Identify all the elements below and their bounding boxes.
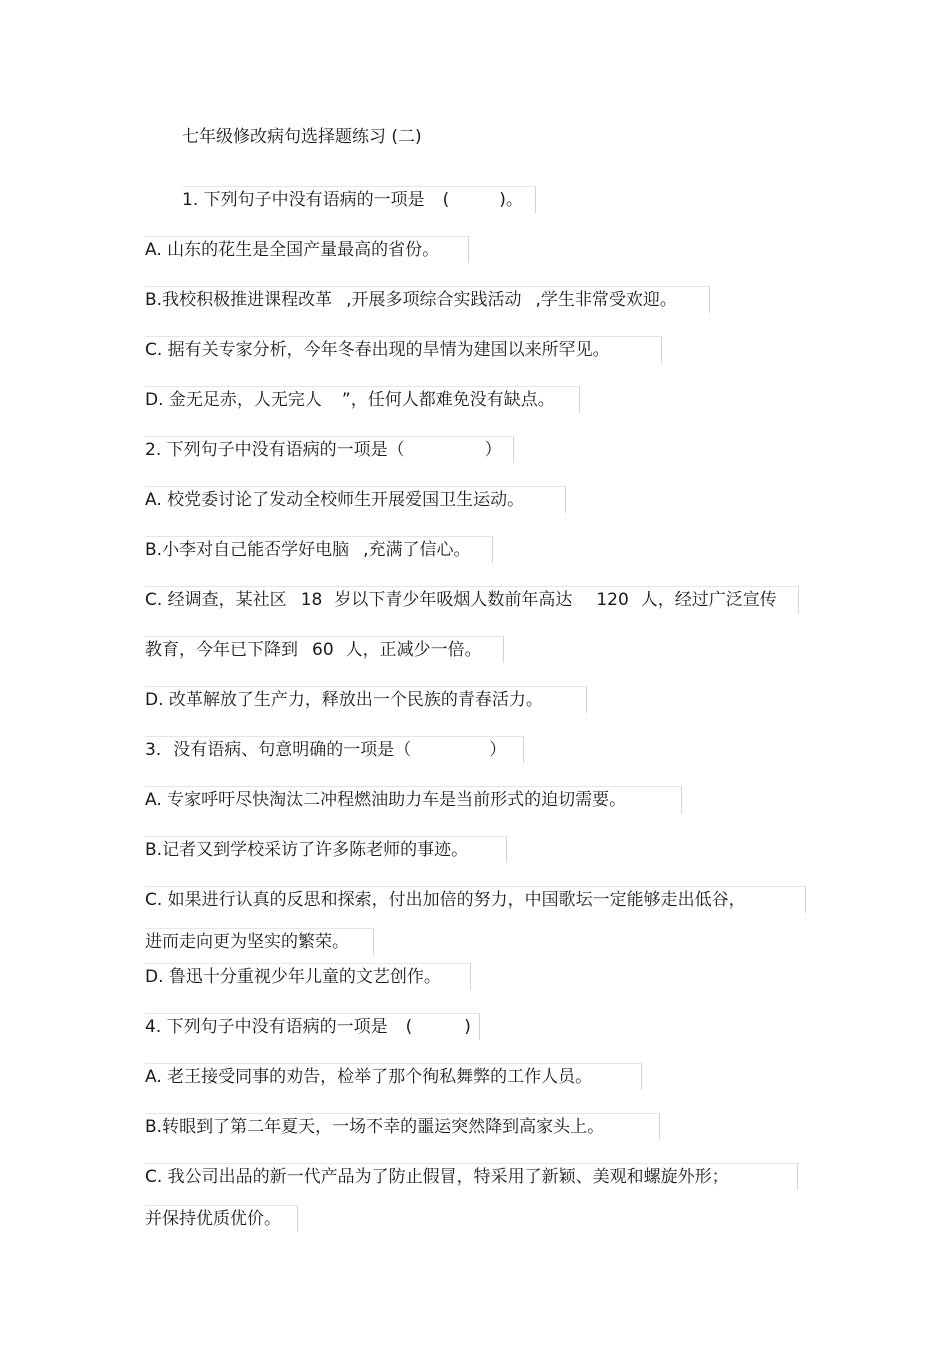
option-3d-text: D. 鲁迅十分重视少年儿童的文艺创作。 [145,967,441,987]
option-4a-text: A. 老王接受同事的劝告，检举了那个徇私舞弊的工作人员。 [145,1067,593,1087]
option-3b [145,836,507,863]
option-2c-part-3: 人，经过广泛宣传 [640,590,777,610]
option-3c-cont-text: 进而走向更为坚实的繁荣。 [145,932,349,952]
question-3-number: 3. [145,740,162,760]
option-4c-text: C. 我公司出品的新一代产品为了防止假冒，特采用了新颖、美观和螺旋外形； [145,1167,729,1187]
option-3b-text: B.记者又到学校采访了许多陈老师的事迹。 [145,840,469,860]
option-1b-part-1: B.我校积极推进课程改革 [145,290,333,310]
option-1a-text: A. 山东的花生是全国产量最高的省份。 [145,240,440,260]
option-2a [145,486,566,513]
option-2b [145,536,493,563]
option-4c-continued [145,1205,298,1232]
option-2c-number-18: 18 [300,590,323,610]
page-title: 七年级修改病句选择题练习 (二) [182,127,422,147]
question-3-stem-text: 没有语病、句意明确的一项是（ [173,740,412,760]
option-1a [145,236,469,263]
option-3d [145,963,471,990]
question-2-stem [145,436,514,463]
option-1c-text: C. 据有关专家分析，今年冬春出现的旱情为建国以来所罕见。 [145,340,610,360]
option-1b [145,286,710,313]
option-2b-part-1: B.小李对自己能否学好电脑 [145,540,350,560]
option-4a [145,1063,642,1090]
option-2c-number-60: 60 [312,640,334,660]
option-2c [145,586,799,613]
option-1b-part-3: ,学生非常受欢迎。 [535,290,677,310]
question-4-paren-close: ) [464,1017,471,1037]
question-3-paren-close: ） [489,740,507,760]
option-2d-text: D. 改革解放了生产力，释放出一个民族的青春活力。 [145,690,543,710]
question-1-stem [182,186,536,213]
option-3a-text: A. 专家呼吁尽快淘汰二冲程燃油助力车是当前形式的迫切需要。 [145,790,627,810]
option-3c [145,886,806,913]
option-3c-continued [145,928,374,955]
option-1d-part-2: ”，任何人都难免没有缺点。 [341,390,555,410]
option-3c-text: C. 如果进行认真的反思和探索，付出加倍的努力，中国歌坛一定能够走出低谷， [145,890,746,910]
option-4b [145,1113,660,1140]
option-2d [145,686,587,713]
option-3a [145,786,682,813]
option-2c-cont-part-1: 教育，今年已下降到 [145,640,298,660]
option-2c-number-120: 120 [596,590,629,610]
option-2c-cont-part-2: 人，正减少一倍。 [345,640,482,660]
question-1-paren-close: )。 [499,190,523,210]
question-2-stem-text: 2. 下列句子中没有语病的一项是（ [145,440,405,460]
option-2c-continued [145,636,504,663]
question-4-paren-open: ( [405,1017,413,1037]
question-2-paren-close: ） [484,440,502,460]
option-1c [145,336,662,363]
option-2c-part-1: C. 经调查，某社区 [145,590,287,610]
question-4-stem-text: 4. 下列句子中没有语病的一项是 [145,1017,388,1037]
option-4b-text: B.转眼到了第二年夏天，一场不幸的噩运突然降到高家头上。 [145,1117,605,1137]
option-1d [145,386,580,413]
option-4c [145,1163,798,1190]
option-2a-text: A. 校党委讨论了发动全校师生开展爱国卫生运动。 [145,490,525,510]
option-1d-part-1: D. 金无足赤，人无完人 [145,390,322,410]
question-4-stem [145,1013,480,1040]
option-4c-cont-text: 并保持优质优价。 [145,1209,281,1229]
question-1-stem-text: 1. 下列句子中没有语病的一项是 [182,190,425,210]
question-1-paren-open: ( [442,190,450,210]
option-2c-part-2: 岁以下青少年吸烟人数前年高达 [334,590,573,610]
option-1b-part-2: ,开展多项综合实践活动 [346,290,522,310]
question-3-stem [145,736,524,763]
option-2b-part-2: ,充满了信心。 [363,540,471,560]
